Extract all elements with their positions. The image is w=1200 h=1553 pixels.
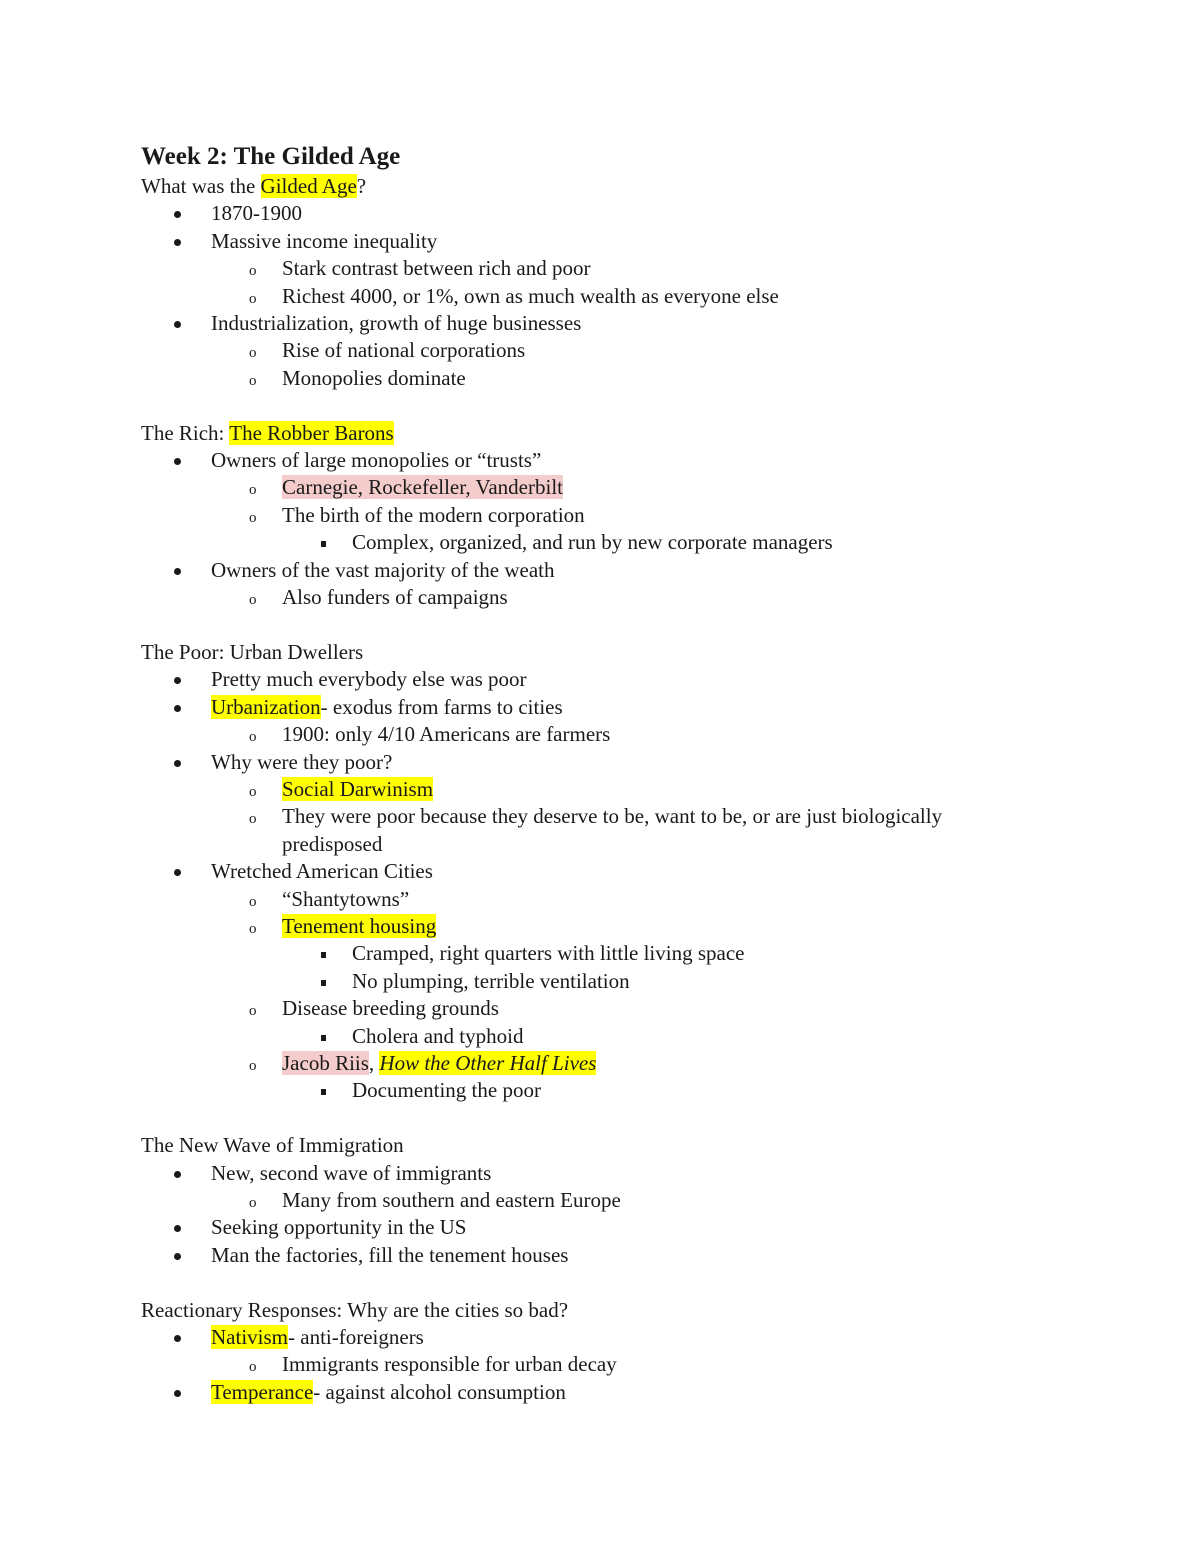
sub-sub-list-item: Documenting the poor: [141, 1077, 1041, 1104]
bullet-circle-icon: o: [249, 345, 257, 362]
bullet-circle-icon: o: [249, 920, 257, 937]
bullet-dot-icon: [174, 705, 181, 712]
bullet-dot-icon: [174, 760, 181, 767]
bullet-dot-icon: [174, 321, 181, 328]
bullet-circle-icon: o: [249, 729, 257, 746]
sub-list-item: [141, 776, 1041, 803]
highlight-term: Tenement housing: [282, 913, 437, 938]
highlight-term: Nativism: [211, 1325, 288, 1349]
list-item: Massive income inequality: [141, 228, 1041, 255]
bullet-circle-icon: o: [249, 372, 257, 389]
bullet-circle-icon: o: [249, 1194, 257, 1211]
bullet-dot-icon: [174, 677, 181, 684]
sub-list-item: o Many from southern and eastern Europe: [249, 1187, 621, 1212]
notes-body: [141, 142, 1041, 1406]
list-item: Urbanization- exodus from farms to cities: [141, 694, 1041, 721]
bullet-dot-icon: [174, 1390, 181, 1397]
sub-list-item: [141, 913, 1041, 940]
highlight-term: Urbanization: [211, 694, 321, 719]
section-heading-rich: The Rich: The Robber Barons: [141, 420, 394, 445]
list-item: Seeking opportunity in the US: [141, 1214, 1041, 1241]
page-title: Week 2: The Gilded Age: [141, 143, 401, 170]
section-heading-immigration: The New Wave of Immigration: [141, 1133, 404, 1158]
bullet-dot-icon: [174, 869, 181, 876]
bullet-circle-icon: o: [249, 1057, 257, 1074]
sub-list-item: o “Shantytowns”: [249, 886, 410, 911]
sub-list-item: o Monopolies dominate: [249, 365, 466, 390]
highlight-term: Temperance: [211, 1379, 314, 1404]
sub-list-item: o They were poor because they deserve to be, want to be, or are just biologically predisposed: [249, 804, 943, 856]
sub-list-item: o Jacob Riis, How the Other Half Lives: [249, 1050, 597, 1075]
sub-list-item: o Disease breeding grounds: [249, 996, 499, 1021]
sub-list-item: o Richest 4000, or 1%, own as much wealth as everyone else: [249, 283, 779, 308]
bullet-square-icon: [321, 1089, 326, 1095]
list-item: Man the factories, fill the tenement houses: [141, 1242, 1041, 1269]
sub-sub-list-item: No plumping, terrible ventilation: [141, 968, 1041, 995]
bullet-dot-icon: [174, 239, 181, 246]
highlight-term: The Robber Barons: [229, 420, 394, 445]
list-item: Owners of large monopolies or “trusts”: [141, 447, 1041, 474]
bullet-circle-icon: o: [249, 1359, 257, 1376]
bullet-dot-icon: [174, 211, 181, 218]
highlight-names: Carnegie, Rockefeller, Vanderbilt: [282, 475, 563, 500]
sub-list-item: o Stark contrast between rich and poor: [249, 256, 591, 281]
sub-list-item: o Immigrants responsible for urban decay: [249, 1352, 617, 1377]
sub-list-item: o Rise of national corporations: [249, 338, 526, 363]
section-heading-reactionary: Reactionary Responses: Why are the cities so bad?: [141, 1297, 569, 1322]
list-item: Nativism- anti-foreigners: [141, 1324, 1041, 1351]
sub-list-item: o 1900: only 4/10 Americans are farmers: [249, 722, 611, 747]
bullet-circle-icon: o: [249, 1003, 257, 1020]
list-item: New, second wave of immigrants: [141, 1160, 1041, 1187]
list-item: 1870-1900: [141, 200, 1041, 227]
bullet-circle-icon: o: [249, 592, 257, 609]
bullet-circle-icon: o: [249, 263, 257, 280]
bullet-circle-icon: o: [249, 509, 257, 526]
bullet-dot-icon: [174, 458, 181, 465]
bullet-square-icon: [321, 541, 326, 547]
bullet-square-icon: [321, 980, 326, 986]
sub-sub-list-item: Cholera and typhoid: [141, 1023, 1041, 1050]
section-heading-poor: The Poor: Urban Dwellers: [141, 639, 364, 664]
sub-sub-list-item: Complex, organized, and run by new corporate managers: [141, 529, 1041, 556]
highlight-term: Social Darwinism: [282, 776, 434, 801]
list-item: Temperance- against alcohol consumption: [141, 1379, 1041, 1406]
bullet-circle-icon: o: [249, 482, 257, 499]
list-item: Wretched American Cities: [141, 858, 1041, 885]
bullet-dot-icon: [174, 1335, 181, 1342]
list-item: Industrialization, growth of huge businesses: [141, 310, 1041, 337]
bullet-circle-icon: o: [249, 290, 257, 307]
bullet-circle-icon: o: [249, 811, 257, 828]
list-item: Owners of the vast majority of the weath: [141, 557, 1041, 584]
bullet-dot-icon: [174, 1225, 181, 1232]
bullet-dot-icon: [174, 568, 181, 575]
section-heading-gilded-age: What was the Gilded Age?: [141, 174, 367, 198]
sub-sub-list-item: Cramped, right quarters with little living space: [141, 940, 1041, 967]
bullet-dot-icon: [174, 1171, 181, 1178]
bullet-square-icon: [321, 1035, 326, 1041]
sub-list-item: [141, 474, 1041, 501]
highlight-term: Gilded Age: [260, 174, 357, 198]
bullet-circle-icon: o: [249, 783, 257, 800]
bullet-circle-icon: o: [249, 893, 257, 910]
list-item: Why were they poor?: [141, 749, 1041, 776]
sub-list-item: o The birth of the modern corporation: [249, 502, 585, 527]
highlight-names: Jacob Riis: [282, 1050, 369, 1075]
bullet-square-icon: [321, 952, 326, 958]
highlight-book-title: How the Other Half Lives: [379, 1050, 597, 1075]
bullet-dot-icon: [174, 1253, 181, 1260]
list-item: Pretty much everybody else was poor: [141, 666, 1041, 693]
sub-list-item: o Also funders of campaigns: [249, 585, 508, 610]
